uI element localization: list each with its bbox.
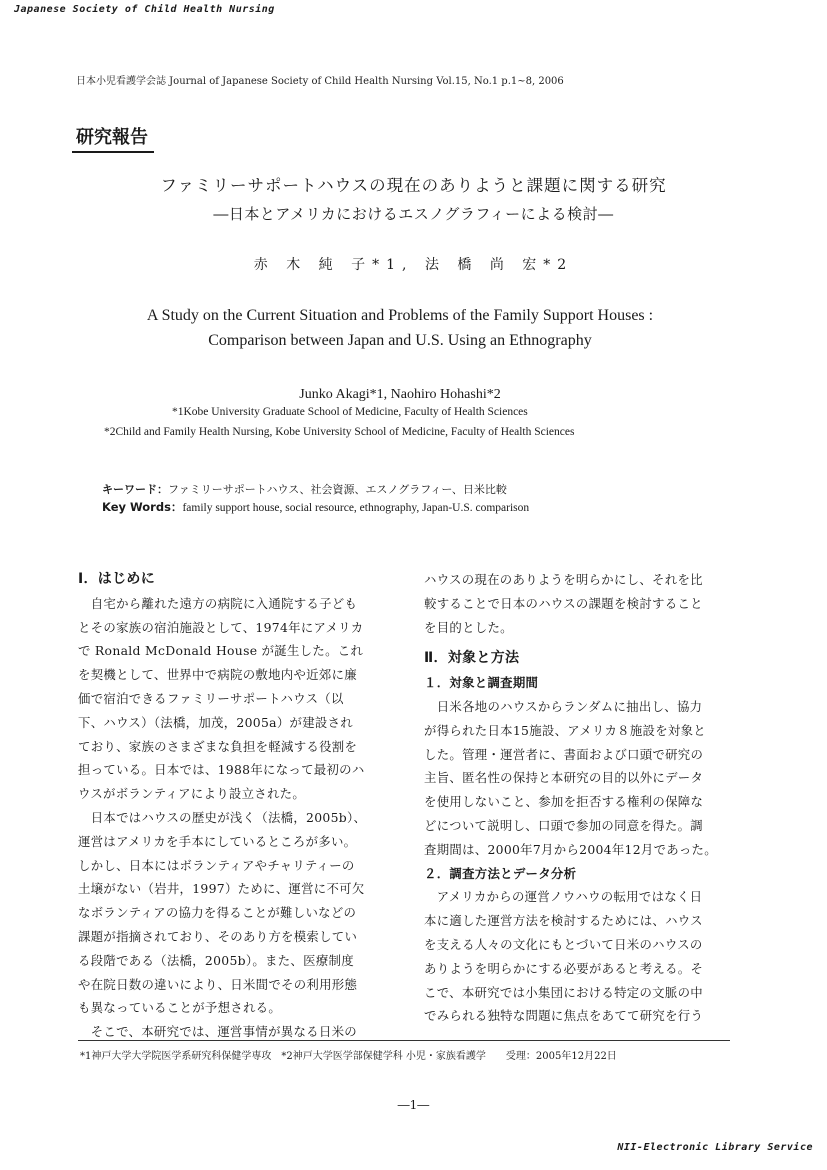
body-text-line: ウスがボランティアにより設立された。 <box>78 786 306 802</box>
body-text-line: を契機として、世界中で病院の敷地内や近郊に廉 <box>78 667 357 683</box>
body-text-line: 自宅から離れた遠方の病院に入通院する子ども <box>78 595 358 611</box>
authors-english: Junko Akagi*1, Naohiro Hohashi*2 <box>299 387 501 402</box>
body-text-line: 課題が指摘されており、そのあり方を模索してい <box>78 928 358 944</box>
body-text-line: 較することで日本のハウスの課題を検討すること <box>424 595 703 611</box>
body-text-line: 下、ハウス）（法橋，加茂，2005a）が建設され <box>78 714 353 730</box>
section-heading: １．対象と調査期間 <box>424 675 539 691</box>
footnote: *1神戸大学大学院医学系研究科保健学専攻 *2神戸大学医学部保健学科 小児・家族看護学 受理：2005年12月22日 <box>80 1051 617 1062</box>
body-text-line: 日米各地のハウスからランダムに抽出し、協力 <box>424 698 703 714</box>
affiliation-2: *2Child and Family Health Nursing, Kobe University School of Medicine, Faculty of Health Sciences <box>104 426 575 438</box>
body-text-line: こで、本研究では小集団における特定の文脈の中 <box>424 984 703 1000</box>
footnote-divider <box>78 1040 730 1041</box>
body-text-line: でみられる独特な問題に焦点をあてて研究を行う <box>424 1008 704 1024</box>
keywords-japanese <box>102 481 507 497</box>
body-text-line: アメリカからの運営ノウハウの転用ではなく日 <box>424 889 703 905</box>
top-header-text: Japanese Society of Child Health Nursing <box>14 4 275 15</box>
body-text-line: を支える人々の文化にもとづいて日米のハウスの <box>424 936 703 952</box>
affiliation-1: *1Kobe University Graduate School of Medicine, Faculty of Health Sciences <box>172 406 528 418</box>
section-heading: ２．調査方法とデータ分析 <box>424 865 577 881</box>
subtitle-japanese: ―日本とアメリカにおけるエスノグラフィーによる検討― <box>213 205 614 223</box>
body-text-line: で Ronald McDonald House が誕生した。これ <box>78 643 364 659</box>
body-text-line: しかし、日本にはボランティアやチャリティーの <box>78 857 355 873</box>
authors-japanese: 赤 木 純 子*1, 法 橋 尚 宏*2 <box>253 257 574 273</box>
body-text-line: 日本ではハウスの歴史が浅く（法橋，2005b）、 <box>78 809 367 825</box>
body-text-line: そこで、本研究では、運営事情が異なる日米の <box>78 1024 357 1040</box>
title-japanese: ファミリーサポートハウスの現在のありようと課題に関する研究 <box>160 176 667 195</box>
body-text-line: 運営はアメリカを手本にしているところが多い。 <box>78 833 357 849</box>
title-english-line-2: Comparison between Japan and U.S. Using an Ethnography <box>208 332 592 349</box>
keywords-english <box>102 499 529 515</box>
body-text-line: 本に適した運営方法を検討するためには、ハウス <box>424 913 703 929</box>
body-text-line: とその家族の宿泊施設として、1974年にアメリカ <box>78 619 364 635</box>
body-text-line: が得られた日本15施設、アメリカ８施設を対象と <box>424 722 707 738</box>
body-text-line: を目的とした。 <box>424 619 513 635</box>
section-heading: Ⅰ．はじめに <box>78 571 156 587</box>
body-text-line: 主旨、匿名性の保持と本研究の目的以外にデータ <box>424 770 704 786</box>
keywords-en-label: Key Words： <box>102 500 183 514</box>
body-text-line: ており、家族のさまざまな負担を軽減する役割を <box>78 738 358 754</box>
title-english-line-1: A Study on the Current Situation and Problems of the Family Support Houses : <box>146 307 654 324</box>
body-text-line: も異なっていることが予想される。 <box>78 1000 282 1016</box>
body-text-line: どについて説明し、口頭で参加の同意を得た。調 <box>424 817 703 833</box>
body-text-line: なボランティアの協力を得ることが難しいなどの <box>78 905 357 921</box>
page-number: ―1― <box>397 1098 430 1112</box>
section-heading: Ⅱ．対象と方法 <box>424 650 520 667</box>
body-column-left <box>78 568 390 1044</box>
category-label: 研究報告 <box>72 126 154 153</box>
body-text-line: 価で宿泊できるファミリーサポートハウス（以 <box>78 690 344 706</box>
footer-service-text: NII-Electronic Library Service <box>617 1142 813 1153</box>
body-text-line: る段階である（法橋，2005b）。また、医療制度 <box>78 952 354 968</box>
body-text-line: ありようを明らかにする必要があると考える。そ <box>424 960 704 976</box>
body-text-line: 担っている。日本では、1988年になって最初のハ <box>78 762 365 778</box>
journal-citation: 日本小児看護学会誌 Journal of Japanese Society of Child Health Nursing Vol.15, No.1 p.1~8, 2006 <box>76 76 564 87</box>
body-column-right <box>424 568 736 1028</box>
body-text-line: を使用しないこと、参加を拒否する権利の保障な <box>424 794 704 810</box>
body-text-line: した。管理・運営者に、書面および口頭で研究の <box>424 746 704 762</box>
column-spacer <box>424 639 736 647</box>
body-text-line: 査期間は、2000年7月から2004年12月であった。 <box>424 841 717 857</box>
body-text-line: や在院日数の違いにより、日米間でその利用形態 <box>78 976 358 992</box>
body-text-line: 土壌がない（岩井，1997）ために、運営に不可欠 <box>78 881 365 897</box>
body-text-line: ハウスの現在のありようを明らかにし、それを比 <box>424 572 703 587</box>
keywords-en-text: family support house, social resource, ethnography, Japan-U.S. comparison <box>182 502 530 514</box>
keywords-ja-text: ファミリーサポートハウス、社会資源、エスノグラフィー、日米比較 <box>168 483 507 496</box>
keywords-ja-label: キーワード： <box>102 483 168 496</box>
